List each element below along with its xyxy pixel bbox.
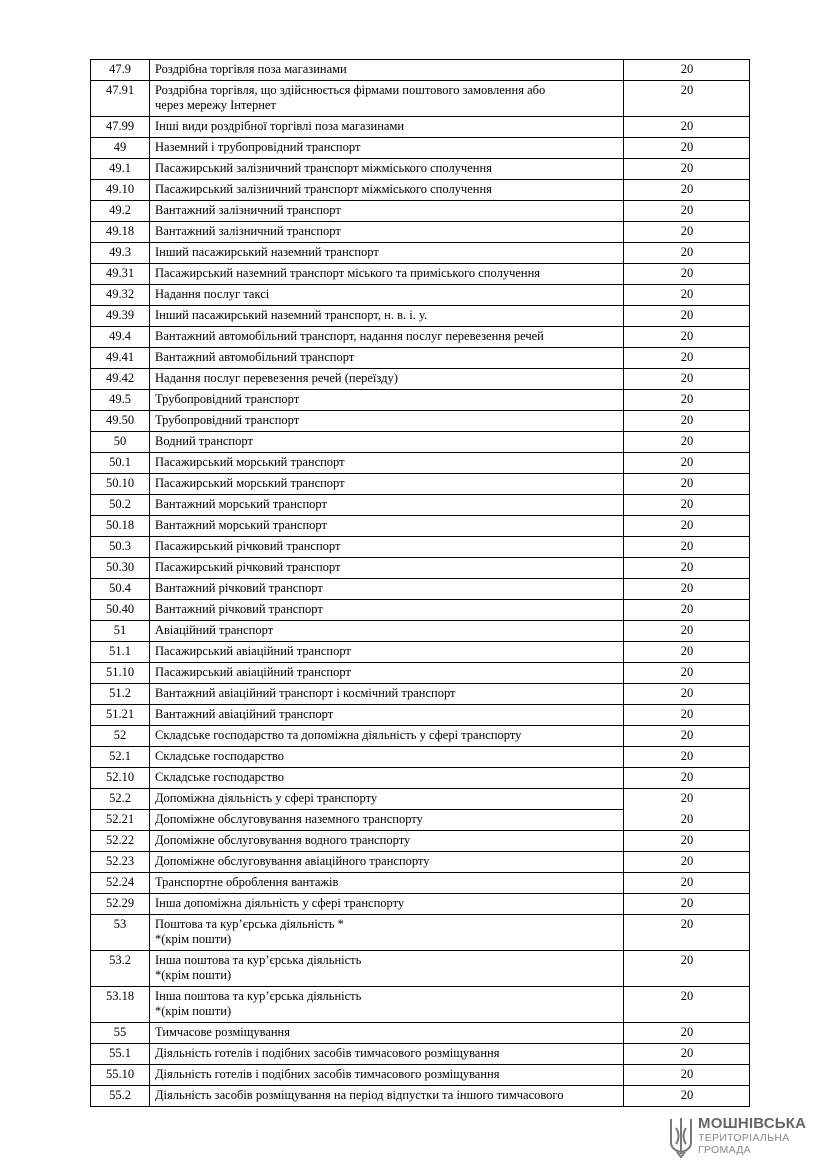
table-row bbox=[91, 474, 750, 495]
rate-cell: 20 bbox=[624, 810, 750, 831]
rate-cell: 20 bbox=[624, 411, 750, 432]
rate-cell: 20 bbox=[624, 285, 750, 306]
table-row bbox=[91, 663, 750, 684]
table-row bbox=[91, 621, 750, 642]
code-cell: 55.1 bbox=[91, 1044, 150, 1065]
description-cell: Інша поштова та кур’єрська діяльність *(крім пошти) bbox=[150, 987, 624, 1023]
code-cell: 49.18 bbox=[91, 222, 150, 243]
description-cell: Водний транспорт bbox=[150, 432, 624, 453]
rate-cell: 20 bbox=[624, 159, 750, 180]
description-cell: Пасажирський річковий транспорт bbox=[150, 558, 624, 579]
rate-cell: 20 bbox=[624, 873, 750, 894]
rate-cell: 20 bbox=[624, 684, 750, 705]
description-cell: Вантажний залізничний транспорт bbox=[150, 222, 624, 243]
description-cell: Допоміжна діяльність у сфері транспорту bbox=[150, 789, 624, 810]
rate-cell: 20 bbox=[624, 138, 750, 159]
rate-cell: 20 bbox=[624, 474, 750, 495]
table-row bbox=[91, 117, 750, 138]
code-cell: 47.91 bbox=[91, 81, 150, 117]
code-cell: 52 bbox=[91, 726, 150, 747]
code-cell: 53.2 bbox=[91, 951, 150, 987]
activity-codes-table bbox=[90, 59, 750, 1107]
table-row bbox=[91, 831, 750, 852]
description-cell: Пасажирський залізничний транспорт міжміського сполучення bbox=[150, 180, 624, 201]
table-row bbox=[91, 432, 750, 453]
description-cell: Пасажирський залізничний транспорт міжміського сполучення bbox=[150, 159, 624, 180]
description-cell: Вантажний річковий транспорт bbox=[150, 579, 624, 600]
table-body bbox=[91, 60, 750, 1107]
code-cell: 50.1 bbox=[91, 453, 150, 474]
rate-cell: 20 bbox=[624, 180, 750, 201]
description-cell: Авіаційний транспорт bbox=[150, 621, 624, 642]
rate-cell: 20 bbox=[624, 987, 750, 1023]
description-cell: Складське господарство bbox=[150, 768, 624, 789]
description-cell: Вантажний автомобільний транспорт bbox=[150, 348, 624, 369]
rate-cell: 20 bbox=[624, 537, 750, 558]
description-cell: Трубопровідний транспорт bbox=[150, 390, 624, 411]
table-row bbox=[91, 810, 750, 831]
code-cell: 49.42 bbox=[91, 369, 150, 390]
rate-cell: 20 bbox=[624, 60, 750, 81]
code-cell: 52.2 bbox=[91, 789, 150, 810]
table-row bbox=[91, 369, 750, 390]
code-cell: 49.4 bbox=[91, 327, 150, 348]
code-cell: 52.23 bbox=[91, 852, 150, 873]
code-cell: 52.1 bbox=[91, 747, 150, 768]
rate-cell: 20 bbox=[624, 1044, 750, 1065]
rate-cell: 20 bbox=[624, 951, 750, 987]
description-cell: Наземний і трубопровідний транспорт bbox=[150, 138, 624, 159]
logo-subtitle-2: ГРОМАДА bbox=[698, 1144, 751, 1156]
code-cell: 49.41 bbox=[91, 348, 150, 369]
description-cell: Інший пасажирський наземний транспорт, н. в. і. у. bbox=[150, 306, 624, 327]
description-cell: Пасажирський авіаційний транспорт bbox=[150, 663, 624, 684]
rate-cell: 20 bbox=[624, 453, 750, 474]
rate-cell: 20 bbox=[624, 789, 750, 810]
table-row bbox=[91, 327, 750, 348]
rate-cell: 20 bbox=[624, 852, 750, 873]
code-cell: 52.29 bbox=[91, 894, 150, 915]
logo-subtitle-1: ТЕРИТОРІАЛЬНА bbox=[698, 1132, 790, 1144]
code-cell: 52.24 bbox=[91, 873, 150, 894]
rate-cell: 20 bbox=[624, 1023, 750, 1044]
code-cell: 49.10 bbox=[91, 180, 150, 201]
code-cell: 51.2 bbox=[91, 684, 150, 705]
description-cell: Трубопровідний транспорт bbox=[150, 411, 624, 432]
code-cell: 47.99 bbox=[91, 117, 150, 138]
description-cell: Складське господарство bbox=[150, 747, 624, 768]
table-row bbox=[91, 642, 750, 663]
code-cell: 53 bbox=[91, 915, 150, 951]
description-cell: Надання послуг таксі bbox=[150, 285, 624, 306]
description-cell: Допоміжне обслуговування авіаційного транспорту bbox=[150, 852, 624, 873]
description-cell: Тимчасове розміщування bbox=[150, 1023, 624, 1044]
code-cell: 50.40 bbox=[91, 600, 150, 621]
code-cell: 51 bbox=[91, 621, 150, 642]
rate-cell: 20 bbox=[624, 1086, 750, 1107]
description-cell: Інша поштова та кур’єрська діяльність *(крім пошти) bbox=[150, 951, 624, 987]
code-cell: 50.2 bbox=[91, 495, 150, 516]
code-cell: 51.1 bbox=[91, 642, 150, 663]
description-cell: Поштова та кур’єрська діяльність * *(крім пошти) bbox=[150, 915, 624, 951]
description-cell: Пасажирський морський транспорт bbox=[150, 453, 624, 474]
table-row bbox=[91, 243, 750, 264]
code-cell: 50.10 bbox=[91, 474, 150, 495]
rate-cell: 20 bbox=[624, 558, 750, 579]
table-row bbox=[91, 558, 750, 579]
description-cell: Вантажний річковий транспорт bbox=[150, 600, 624, 621]
rate-cell: 20 bbox=[624, 243, 750, 264]
code-cell: 55.2 bbox=[91, 1086, 150, 1107]
code-cell: 52.10 bbox=[91, 768, 150, 789]
code-cell: 49 bbox=[91, 138, 150, 159]
table-row bbox=[91, 495, 750, 516]
description-cell: Інший пасажирський наземний транспорт bbox=[150, 243, 624, 264]
code-cell: 49.39 bbox=[91, 306, 150, 327]
rate-cell: 20 bbox=[624, 516, 750, 537]
code-cell: 53.18 bbox=[91, 987, 150, 1023]
rate-cell: 20 bbox=[624, 264, 750, 285]
table-row bbox=[91, 768, 750, 789]
description-cell: Діяльність засобів розміщування на період відпустки та іншого тимчасового bbox=[150, 1086, 624, 1107]
rate-cell: 20 bbox=[624, 579, 750, 600]
table-row bbox=[91, 159, 750, 180]
description-cell: Інша допоміжна діяльність у сфері транспорту bbox=[150, 894, 624, 915]
description-cell: Вантажний автомобільний транспорт, надання послуг перевезення речей bbox=[150, 327, 624, 348]
description-cell: Пасажирський наземний транспорт міського та приміського сполучення bbox=[150, 264, 624, 285]
rate-cell: 20 bbox=[624, 390, 750, 411]
rate-cell: 20 bbox=[624, 600, 750, 621]
table-row bbox=[91, 987, 750, 1023]
table-row bbox=[91, 348, 750, 369]
table-row bbox=[91, 894, 750, 915]
table-row bbox=[91, 915, 750, 951]
rate-cell: 20 bbox=[624, 663, 750, 684]
code-cell: 51.10 bbox=[91, 663, 150, 684]
table-row bbox=[91, 747, 750, 768]
rate-cell: 20 bbox=[624, 642, 750, 663]
rate-cell: 20 bbox=[624, 306, 750, 327]
table-row bbox=[91, 1065, 750, 1086]
description-cell: Складське господарство та допоміжна діяльність у сфері транспорту bbox=[150, 726, 624, 747]
table-row bbox=[91, 306, 750, 327]
description-cell: Діяльність готелів і подібних засобів тимчасового розміщування bbox=[150, 1044, 624, 1065]
table-row bbox=[91, 1086, 750, 1107]
description-cell: Вантажний морський транспорт bbox=[150, 495, 624, 516]
code-cell: 47.9 bbox=[91, 60, 150, 81]
trident-icon bbox=[668, 1116, 694, 1158]
rate-cell: 20 bbox=[624, 747, 750, 768]
table-row bbox=[91, 390, 750, 411]
table-row bbox=[91, 516, 750, 537]
code-cell: 50.3 bbox=[91, 537, 150, 558]
description-cell: Пасажирський авіаційний транспорт bbox=[150, 642, 624, 663]
table-row bbox=[91, 81, 750, 117]
rate-cell: 20 bbox=[624, 705, 750, 726]
rate-cell: 20 bbox=[624, 726, 750, 747]
description-cell: Діяльність готелів і подібних засобів тимчасового розміщування bbox=[150, 1065, 624, 1086]
code-cell: 49.32 bbox=[91, 285, 150, 306]
table-row bbox=[91, 852, 750, 873]
table-row bbox=[91, 600, 750, 621]
description-cell: Інші види роздрібної торгівлі поза магазинами bbox=[150, 117, 624, 138]
description-cell: Пасажирський річковий транспорт bbox=[150, 537, 624, 558]
table-row bbox=[91, 537, 750, 558]
table-row bbox=[91, 180, 750, 201]
table-row bbox=[91, 411, 750, 432]
table-row bbox=[91, 222, 750, 243]
description-cell: Допоміжне обслуговування наземного транспорту bbox=[150, 810, 624, 831]
table-row bbox=[91, 285, 750, 306]
code-cell: 49.2 bbox=[91, 201, 150, 222]
code-cell: 50.4 bbox=[91, 579, 150, 600]
rate-cell: 20 bbox=[624, 201, 750, 222]
code-cell: 55 bbox=[91, 1023, 150, 1044]
code-cell: 50.18 bbox=[91, 516, 150, 537]
description-cell: Допоміжне обслуговування водного транспорту bbox=[150, 831, 624, 852]
rate-cell: 20 bbox=[624, 831, 750, 852]
rate-cell: 20 bbox=[624, 894, 750, 915]
rate-cell: 20 bbox=[624, 348, 750, 369]
code-cell: 50.30 bbox=[91, 558, 150, 579]
description-cell: Вантажний авіаційний транспорт bbox=[150, 705, 624, 726]
rate-cell: 20 bbox=[624, 432, 750, 453]
code-cell: 49.5 bbox=[91, 390, 150, 411]
code-cell: 49.31 bbox=[91, 264, 150, 285]
code-cell: 49.1 bbox=[91, 159, 150, 180]
community-logo bbox=[664, 1112, 814, 1162]
rate-cell: 20 bbox=[624, 117, 750, 138]
table-row bbox=[91, 873, 750, 894]
rate-cell: 20 bbox=[624, 621, 750, 642]
table-row bbox=[91, 264, 750, 285]
logo-title: МОШНІВСЬКА bbox=[698, 1115, 807, 1132]
table-row bbox=[91, 579, 750, 600]
table-row bbox=[91, 60, 750, 81]
rate-cell: 20 bbox=[624, 768, 750, 789]
rate-cell: 20 bbox=[624, 327, 750, 348]
table-row bbox=[91, 789, 750, 810]
table-row bbox=[91, 201, 750, 222]
rate-cell: 20 bbox=[624, 915, 750, 951]
description-cell: Вантажний залізничний транспорт bbox=[150, 201, 624, 222]
table-row bbox=[91, 1023, 750, 1044]
description-cell: Роздрібна торгівля, що здійснюється фірмами поштового замовлення або через мережу Інтернет bbox=[150, 81, 624, 117]
code-cell: 52.22 bbox=[91, 831, 150, 852]
rate-cell: 20 bbox=[624, 495, 750, 516]
code-cell: 50 bbox=[91, 432, 150, 453]
code-cell: 49.3 bbox=[91, 243, 150, 264]
table-row bbox=[91, 951, 750, 987]
code-cell: 49.50 bbox=[91, 411, 150, 432]
table-row bbox=[91, 138, 750, 159]
description-cell: Вантажний авіаційний транспорт і космічний транспорт bbox=[150, 684, 624, 705]
table-row bbox=[91, 705, 750, 726]
table-row bbox=[91, 453, 750, 474]
rate-cell: 20 bbox=[624, 369, 750, 390]
table-row bbox=[91, 684, 750, 705]
code-cell: 51.21 bbox=[91, 705, 150, 726]
description-cell: Транспортне оброблення вантажів bbox=[150, 873, 624, 894]
description-cell: Пасажирський морський транспорт bbox=[150, 474, 624, 495]
rate-cell: 20 bbox=[624, 81, 750, 117]
table-row bbox=[91, 726, 750, 747]
rate-cell: 20 bbox=[624, 1065, 750, 1086]
description-cell: Вантажний морський транспорт bbox=[150, 516, 624, 537]
code-cell: 52.21 bbox=[91, 810, 150, 831]
description-cell: Надання послуг перевезення речей (переїзду) bbox=[150, 369, 624, 390]
code-cell: 55.10 bbox=[91, 1065, 150, 1086]
table-row bbox=[91, 1044, 750, 1065]
description-cell: Роздрібна торгівля поза магазинами bbox=[150, 60, 624, 81]
rate-cell: 20 bbox=[624, 222, 750, 243]
